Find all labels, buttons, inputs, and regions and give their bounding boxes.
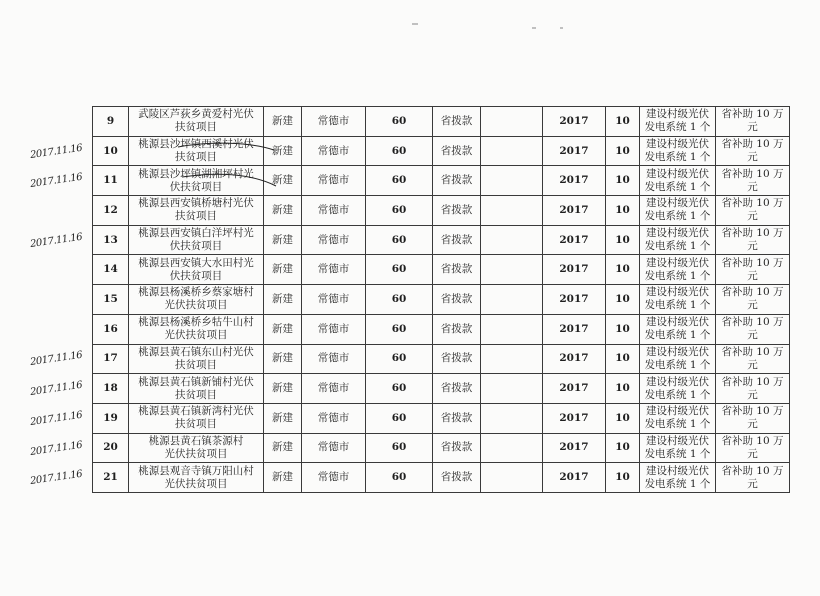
- build-type-cell: 新建: [264, 255, 302, 285]
- subsidy-cell: 省补助 10 万元: [716, 463, 790, 493]
- construction-content-line-2: 发电系统 1 个: [644, 269, 711, 282]
- row-number-cell: 18: [93, 374, 129, 404]
- project-name-line-2: 扶贫项目: [175, 388, 217, 401]
- city-cell: 常德市: [302, 314, 366, 344]
- construction-content-line-1: 建设村级光伏: [646, 227, 709, 240]
- amount-cell: 60: [366, 107, 433, 137]
- construction-content-line-1: 建设村级光伏: [646, 256, 709, 269]
- subsidy-cell: 省补助 10 万元: [716, 255, 790, 285]
- row-number-cell: 13: [93, 225, 129, 255]
- construction-content-line-1: 建设村级光伏: [646, 138, 709, 151]
- project-name-line-1: 桃源县杨溪桥乡牯牛山村: [138, 316, 254, 329]
- year-cell: 2017: [543, 463, 606, 493]
- period-cell: 10: [606, 433, 640, 463]
- project-name-line-1: 桃源县西安镇大水田村光: [138, 256, 254, 269]
- subsidy-cell: 省补助 10 万元: [716, 374, 790, 404]
- project-name-cell: [129, 225, 264, 255]
- city-cell: 常德市: [302, 225, 366, 255]
- handwritten-date-note: 2017.11.16: [29, 379, 83, 399]
- period-cell: 10: [606, 285, 640, 315]
- project-name-line-2: 扶贫项目: [175, 121, 217, 134]
- period-cell: 10: [606, 255, 640, 285]
- handwritten-date-note: 2017.11.16: [29, 409, 83, 428]
- project-name-cell: [129, 196, 264, 226]
- construction-content-line-2: 发电系统 1 个: [644, 240, 711, 253]
- subsidy-cell: 省补助 10 万元: [716, 107, 790, 137]
- project-name-line-1: 桃源县黄石镇新湾村光伏: [138, 405, 254, 418]
- construction-content-line-1: 建设村级光伏: [646, 434, 709, 447]
- construction-content-cell: [640, 463, 716, 493]
- amount-cell: 60: [366, 166, 433, 196]
- fund-source-cell: 省拨款: [433, 403, 481, 433]
- city-cell: 常德市: [302, 255, 366, 285]
- project-name-cell: [129, 344, 264, 374]
- amount-cell: 60: [366, 196, 433, 226]
- table-row: [93, 433, 790, 463]
- empty-cell-cell: [481, 433, 543, 463]
- construction-content-cell: [640, 225, 716, 255]
- project-name-cell: [129, 463, 264, 493]
- year-cell: 2017: [543, 403, 606, 433]
- construction-content-line-1: 建设村级光伏: [646, 345, 709, 358]
- period-cell: 10: [606, 166, 640, 196]
- table-row: [93, 314, 790, 344]
- project-name-line-2: 扶贫项目: [175, 151, 217, 164]
- project-name-line-1: 桃源县沙坪镇西溪村光伏: [138, 138, 254, 151]
- build-type-cell: 新建: [264, 314, 302, 344]
- project-name-cell: [129, 166, 264, 196]
- city-cell: 常德市: [302, 374, 366, 404]
- project-name-line-2: 光伏扶贫项目: [164, 477, 228, 490]
- city-cell: 常德市: [302, 433, 366, 463]
- project-name-line-1: 桃源县沙坪镇湖湘坪村光: [138, 167, 254, 180]
- table-row: [93, 166, 790, 196]
- construction-content-line-2: 发电系统 1 个: [644, 151, 711, 164]
- fund-source-cell: 省拨款: [433, 255, 481, 285]
- construction-content-cell: [640, 166, 716, 196]
- year-cell: 2017: [543, 166, 606, 196]
- construction-content-cell: [640, 374, 716, 404]
- project-name-line-2: 扶贫项目: [175, 358, 217, 371]
- row-number-cell: 10: [93, 136, 129, 166]
- construction-content-cell: [640, 285, 716, 315]
- year-cell: 2017: [543, 285, 606, 315]
- table-row: [93, 196, 790, 226]
- project-name-line-1: 武陵区芦荻乡黄爱村光伏: [138, 108, 254, 121]
- scan-speck: [532, 27, 536, 29]
- year-cell: 2017: [543, 314, 606, 344]
- construction-content-line-2: 发电系统 1 个: [644, 329, 711, 342]
- handwritten-date-note: 2017.11.16: [29, 439, 83, 458]
- build-type-cell: 新建: [264, 285, 302, 315]
- construction-content-line-1: 建设村级光伏: [646, 108, 709, 121]
- row-number-cell: 20: [93, 433, 129, 463]
- amount-cell: 60: [366, 255, 433, 285]
- period-cell: 10: [606, 107, 640, 137]
- table-row: [93, 463, 790, 493]
- period-cell: 10: [606, 403, 640, 433]
- year-cell: 2017: [543, 225, 606, 255]
- project-name-line-1: 桃源县杨溪桥乡蔡家塘村: [138, 286, 254, 299]
- construction-content-line-1: 建设村级光伏: [646, 197, 709, 210]
- row-number-cell: 16: [93, 314, 129, 344]
- amount-cell: 60: [366, 314, 433, 344]
- period-cell: 10: [606, 314, 640, 344]
- year-cell: 2017: [543, 344, 606, 374]
- subsidy-cell: 省补助 10 万元: [716, 314, 790, 344]
- table-row: [93, 136, 790, 166]
- construction-content-line-2: 发电系统 1 个: [644, 210, 711, 223]
- empty-cell-cell: [481, 255, 543, 285]
- construction-content-line-1: 建设村级光伏: [646, 286, 709, 299]
- project-table: [92, 106, 790, 493]
- amount-cell: 60: [366, 225, 433, 255]
- construction-content-line-2: 发电系统 1 个: [644, 358, 711, 371]
- year-cell: 2017: [543, 196, 606, 226]
- project-name-line-2: 光伏扶贫项目: [164, 329, 228, 342]
- build-type-cell: 新建: [264, 403, 302, 433]
- period-cell: 10: [606, 225, 640, 255]
- amount-cell: 60: [366, 344, 433, 374]
- handwritten-date-note: 2017.11.16: [29, 172, 83, 191]
- period-cell: 10: [606, 463, 640, 493]
- project-name-line-2: 扶贫项目: [175, 418, 217, 431]
- period-cell: 10: [606, 344, 640, 374]
- subsidy-cell: 省补助 10 万元: [716, 433, 790, 463]
- build-type-cell: 新建: [264, 374, 302, 404]
- build-type-cell: 新建: [264, 433, 302, 463]
- period-cell: 10: [606, 374, 640, 404]
- city-cell: 常德市: [302, 107, 366, 137]
- construction-content-line-1: 建设村级光伏: [646, 316, 709, 329]
- city-cell: 常德市: [302, 344, 366, 374]
- year-cell: 2017: [543, 255, 606, 285]
- construction-content-line-2: 发电系统 1 个: [644, 180, 711, 193]
- construction-content-line-2: 发电系统 1 个: [644, 121, 711, 134]
- handwritten-date-note: 2017.11.16: [29, 142, 83, 161]
- city-cell: 常德市: [302, 166, 366, 196]
- city-cell: 常德市: [302, 196, 366, 226]
- fund-source-cell: 省拨款: [433, 225, 481, 255]
- project-name-line-1: 桃源县观音寺镇万阳山村: [138, 464, 254, 477]
- construction-content-cell: [640, 107, 716, 137]
- year-cell: 2017: [543, 136, 606, 166]
- fund-source-cell: 省拨款: [433, 196, 481, 226]
- empty-cell-cell: [481, 463, 543, 493]
- construction-content-line-2: 发电系统 1 个: [644, 418, 711, 431]
- construction-content-line-1: 建设村级光伏: [646, 464, 709, 477]
- construction-content-line-2: 发电系统 1 个: [644, 477, 711, 490]
- row-number-cell: 19: [93, 403, 129, 433]
- city-cell: 常德市: [302, 403, 366, 433]
- year-cell: 2017: [543, 374, 606, 404]
- build-type-cell: 新建: [264, 107, 302, 137]
- project-name-line-2: 扶贫项目: [175, 210, 217, 223]
- amount-cell: 60: [366, 136, 433, 166]
- project-name-line-1: 桃源县黄石镇茶源村: [148, 434, 244, 447]
- project-name-cell: [129, 403, 264, 433]
- handwritten-date-note: 2017.11.16: [29, 350, 83, 369]
- build-type-cell: 新建: [264, 225, 302, 255]
- build-type-cell: 新建: [264, 136, 302, 166]
- year-cell: 2017: [543, 107, 606, 137]
- project-name-cell: [129, 107, 264, 137]
- handwritten-date-note: 2017.11.16: [29, 469, 83, 488]
- table-row: [93, 374, 790, 404]
- subsidy-cell: 省补助 10 万元: [716, 196, 790, 226]
- table-row: [93, 225, 790, 255]
- construction-content-cell: [640, 344, 716, 374]
- project-table-body: [93, 107, 790, 493]
- fund-source-cell: 省拨款: [433, 136, 481, 166]
- row-number-cell: 15: [93, 285, 129, 315]
- construction-content-line-2: 发电系统 1 个: [644, 299, 711, 312]
- subsidy-cell: 省补助 10 万元: [716, 136, 790, 166]
- project-name-line-1: 桃源县黄石镇新铺村光伏: [138, 375, 254, 388]
- build-type-cell: 新建: [264, 344, 302, 374]
- construction-content-cell: [640, 314, 716, 344]
- table-row: [93, 285, 790, 315]
- amount-cell: 60: [366, 463, 433, 493]
- subsidy-cell: 省补助 10 万元: [716, 166, 790, 196]
- construction-content-line-1: 建设村级光伏: [646, 405, 709, 418]
- subsidy-cell: 省补助 10 万元: [716, 403, 790, 433]
- period-cell: 10: [606, 196, 640, 226]
- project-name-line-1: 桃源县黄石镇东山村光伏: [138, 345, 254, 358]
- scan-speck: [560, 27, 563, 29]
- empty-cell-cell: [481, 314, 543, 344]
- empty-cell-cell: [481, 374, 543, 404]
- row-number-cell: 17: [93, 344, 129, 374]
- row-number-cell: 21: [93, 463, 129, 493]
- project-name-line-1: 桃源县西安镇桥塘村光伏: [138, 197, 254, 210]
- city-cell: 常德市: [302, 285, 366, 315]
- amount-cell: 60: [366, 403, 433, 433]
- handwritten-date-note: 2017.11.16: [29, 231, 83, 250]
- project-name-line-2: 光伏扶贫项目: [164, 299, 228, 312]
- row-number-cell: 11: [93, 166, 129, 196]
- empty-cell-cell: [481, 285, 543, 315]
- scan-speck: [412, 23, 418, 25]
- amount-cell: 60: [366, 374, 433, 404]
- project-name-cell: [129, 136, 264, 166]
- construction-content-cell: [640, 255, 716, 285]
- construction-content-line-1: 建设村级光伏: [646, 167, 709, 180]
- row-number-cell: 9: [93, 107, 129, 137]
- fund-source-cell: 省拨款: [433, 344, 481, 374]
- row-number-cell: 12: [93, 196, 129, 226]
- construction-content-cell: [640, 433, 716, 463]
- amount-cell: 60: [366, 433, 433, 463]
- fund-source-cell: 省拨款: [433, 374, 481, 404]
- subsidy-cell: 省补助 10 万元: [716, 285, 790, 315]
- project-name-cell: [129, 255, 264, 285]
- project-name-line-2: 伏扶贫项目: [169, 180, 223, 193]
- project-name-line-2: 伏扶贫项目: [169, 269, 223, 282]
- empty-cell-cell: [481, 196, 543, 226]
- project-name-cell: [129, 433, 264, 463]
- project-name-line-2: 伏扶贫项目: [169, 240, 223, 253]
- table-row: [93, 255, 790, 285]
- build-type-cell: 新建: [264, 166, 302, 196]
- empty-cell-cell: [481, 107, 543, 137]
- table-row: [93, 403, 790, 433]
- construction-content-line-2: 发电系统 1 个: [644, 388, 711, 401]
- empty-cell-cell: [481, 136, 543, 166]
- build-type-cell: 新建: [264, 463, 302, 493]
- period-cell: 10: [606, 136, 640, 166]
- amount-cell: 60: [366, 285, 433, 315]
- table-row: [93, 107, 790, 137]
- subsidy-cell: 省补助 10 万元: [716, 225, 790, 255]
- year-cell: 2017: [543, 433, 606, 463]
- row-number-cell: 14: [93, 255, 129, 285]
- fund-source-cell: 省拨款: [433, 285, 481, 315]
- build-type-cell: 新建: [264, 196, 302, 226]
- city-cell: 常德市: [302, 136, 366, 166]
- empty-cell-cell: [481, 225, 543, 255]
- project-name-cell: [129, 374, 264, 404]
- fund-source-cell: 省拨款: [433, 463, 481, 493]
- fund-source-cell: 省拨款: [433, 166, 481, 196]
- subsidy-cell: 省补助 10 万元: [716, 344, 790, 374]
- fund-source-cell: 省拨款: [433, 314, 481, 344]
- table-row: [93, 344, 790, 374]
- project-name-cell: [129, 285, 264, 315]
- project-name-line-2: 光伏扶贫项目: [164, 447, 228, 460]
- project-name-line-1: 桃源县西安镇白洋坪村光: [138, 227, 254, 240]
- fund-source-cell: 省拨款: [433, 107, 481, 137]
- fund-source-cell: 省拨款: [433, 433, 481, 463]
- construction-content-cell: [640, 136, 716, 166]
- project-name-cell: [129, 314, 264, 344]
- city-cell: 常德市: [302, 463, 366, 493]
- empty-cell-cell: [481, 166, 543, 196]
- construction-content-line-1: 建设村级光伏: [646, 375, 709, 388]
- empty-cell-cell: [481, 403, 543, 433]
- construction-content-line-2: 发电系统 1 个: [644, 447, 711, 460]
- construction-content-cell: [640, 403, 716, 433]
- construction-content-cell: [640, 196, 716, 226]
- empty-cell-cell: [481, 344, 543, 374]
